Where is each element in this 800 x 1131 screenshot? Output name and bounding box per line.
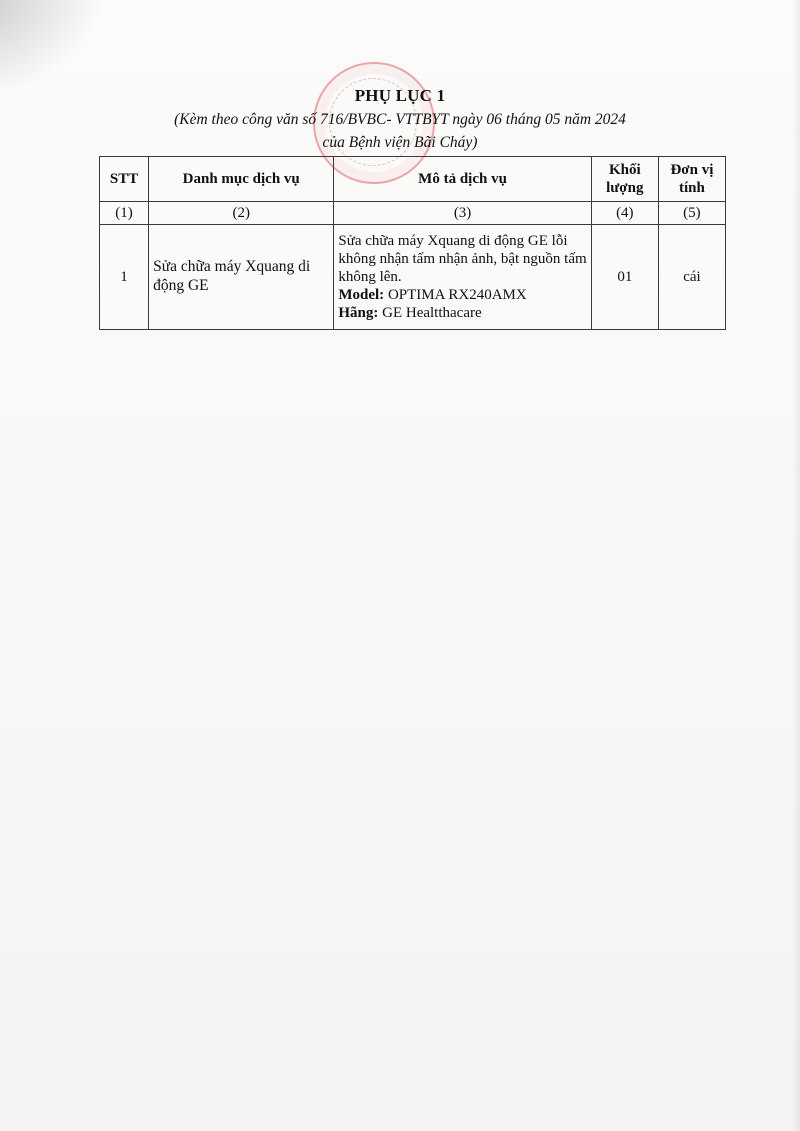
header-service-name: Danh mục dịch vụ <box>149 157 334 202</box>
appendix-subtitle-2: của Bệnh viện Bãi Cháy) <box>322 134 478 151</box>
brand-line <box>338 304 586 322</box>
index-cell-3: (3) <box>334 202 591 225</box>
model-value: OPTIMA RX240AMX <box>387 287 527 303</box>
header-unit: Đơn vị tính <box>658 157 725 202</box>
appendix-subtitle: (Kèm theo công văn số 716/BVBC- VTTBYT ngày 06 tháng 05 năm 2024 <box>174 111 626 128</box>
row-service-description <box>334 225 591 330</box>
row-unit: cái <box>658 225 725 330</box>
index-cell-1: (1) <box>100 202 149 225</box>
model-label: Model: <box>338 287 385 303</box>
index-cell-5: (5) <box>658 202 725 225</box>
service-table <box>99 156 726 330</box>
appendix-title: PHỤ LỤC 1 <box>354 86 446 105</box>
header-stt: STT <box>100 157 149 202</box>
description-text: Sửa chữa máy Xquang di động GE lỗi không nhận tấm nhận ảnh, bật nguồn tấm không lên. <box>338 233 587 285</box>
row-service-name: Sửa chữa máy Xquang di động GE <box>149 225 334 330</box>
page-edge-shadow <box>792 0 800 1131</box>
header-quantity: Khối lượng <box>591 157 658 202</box>
index-cell-2: (2) <box>149 202 334 225</box>
table-index-row <box>100 202 726 225</box>
index-cell-4: (4) <box>591 202 658 225</box>
table-row <box>100 225 726 330</box>
row-quantity: 01 <box>591 225 658 330</box>
model-line <box>338 286 586 304</box>
brand-label: Hãng: <box>338 305 379 321</box>
table-header-row <box>100 157 726 202</box>
header-service-description: Mô tả dịch vụ <box>334 157 591 202</box>
brand-value: GE Healtthacare <box>382 305 482 321</box>
row-stt: 1 <box>100 225 149 330</box>
